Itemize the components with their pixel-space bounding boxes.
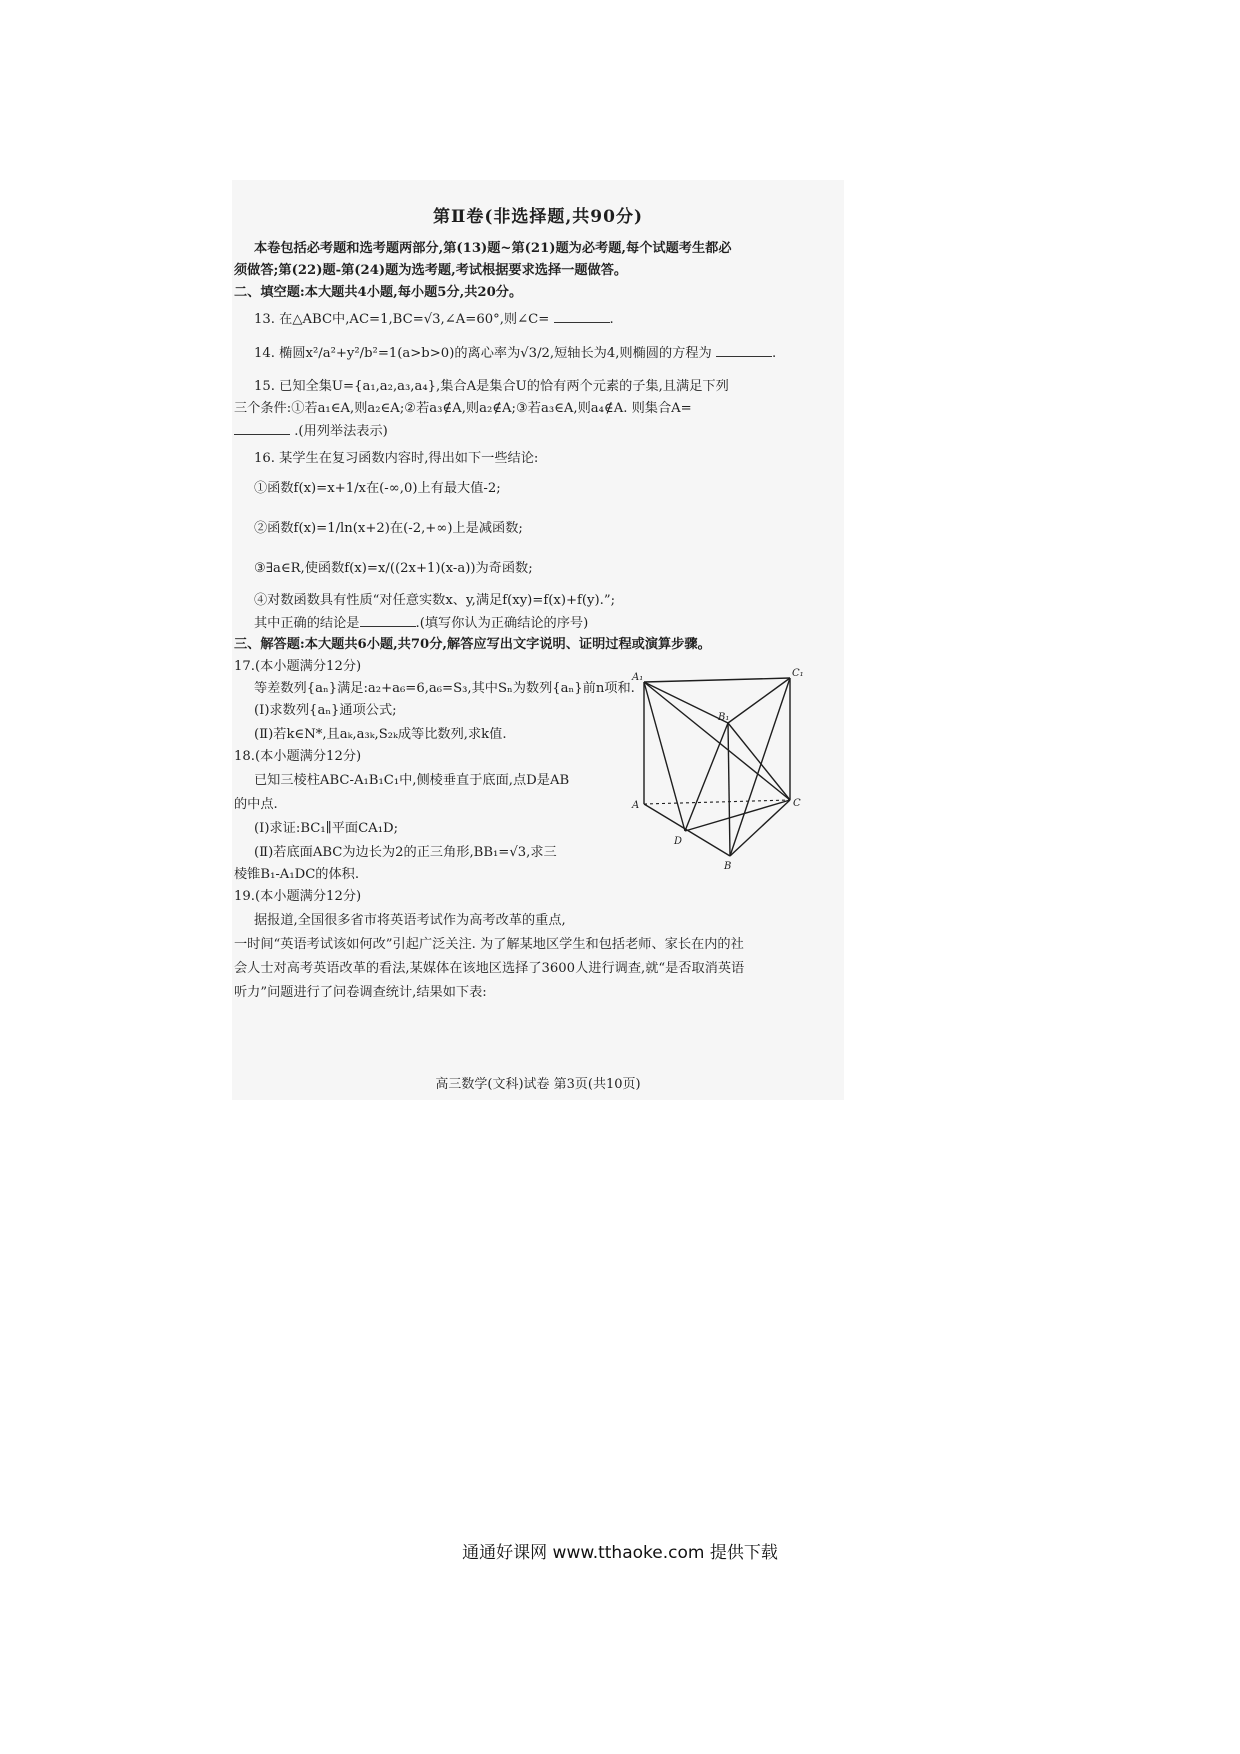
question-17-part-1: (Ⅰ)求数列{aₙ}通项公式; — [254, 703, 397, 718]
question-17-part-2: (Ⅱ)若k∈N*,且aₖ,a₃ₖ,S₂ₖ成等比数列,求k值. — [254, 727, 507, 742]
edge-A1B1 — [644, 682, 728, 723]
question-15-line-3 — [234, 422, 388, 441]
answer-blank — [234, 422, 290, 435]
part2-heading: 二、填空题:本大题共4小题,每小题5分,共20分。 — [234, 285, 523, 300]
question-18-head: 18.(本小题满分12分) — [234, 749, 362, 764]
part3-heading: 三、解答题:本大题共6小题,共70分,解答应写出文字说明、证明过程或演算步骤。 — [234, 637, 711, 652]
label-C: C — [793, 798, 801, 809]
question-15-line-2: 三个条件:①若a₁∈A,则a₂∈A;②若a₃∉A,则a₂∉A;③若a₃∈A,则a₄∉A. 则集合A= — [234, 401, 692, 416]
question-17-head: 17.(本小题满分12分) — [234, 659, 362, 674]
label-A1: A₁ — [632, 672, 644, 683]
edge-A1C1 — [644, 678, 790, 682]
question-19-body-3: 会人士对高考英语改革的看法,某媒体在该地区选择了3600人进行调查,就“是否取消英语 — [234, 961, 745, 976]
question-15-line-1: 15. 已知全集U={a₁,a₂,a₃,a₄},集合A是集合U的恰有两个元素的子集,且满足下列 — [254, 379, 729, 394]
question-16-item-4: ④对数函数具有性质“对任意实数x、y,满足f(xy)=f(x)+f(y).”; — [254, 593, 616, 608]
edge-AC-hidden — [644, 800, 790, 804]
question-19-head: 19.(本小题满分12分) — [234, 889, 362, 904]
question-19-body-4: 听力”问题进行了问卷调查统计,结果如下表: — [234, 985, 487, 1000]
question-16-tail-pre: 其中正确的结论是 — [254, 616, 360, 631]
segment-B1C — [728, 723, 790, 800]
label-B1: B₁ — [718, 712, 730, 723]
question-18-part-1: (Ⅰ)求证:BC₁∥平面CA₁D; — [254, 821, 399, 836]
watermark-footer: 通通好课网 www.tthaoke.com 提供下载 — [462, 1543, 778, 1563]
section-title: 第Ⅱ卷(非选择题,共90分) — [433, 207, 643, 227]
question-18-part-2b: 棱锥B₁-A₁DC的体积. — [234, 867, 360, 882]
question-18-body-2: 的中点. — [234, 797, 278, 812]
edge-BB1 — [728, 723, 730, 856]
segment-B1D — [685, 723, 728, 831]
question-16-tail-post: .(填写你认为正确结论的序号) — [415, 616, 589, 631]
question-18-part-2a: (Ⅱ)若底面ABC为边长为2的正三角形,BB₁=√3,求三 — [254, 845, 557, 860]
prism-figure — [630, 666, 806, 876]
question-19-body-1: 据报道,全国很多省市将英语考试作为高考改革的重点, — [254, 913, 566, 928]
edge-B1C1 — [728, 678, 790, 723]
intro-line-1: 本卷包括必考题和选考题两部分,第(13)题~第(21)题为必考题,每个试题考生都必 — [254, 241, 732, 256]
question-16-item-3: ③∃a∈R,使函数f(x)=x/((2x+1)(x-a))为奇函数; — [254, 561, 533, 576]
question-16-intro: 16. 某学生在复习函数内容时,得出如下一些结论: — [254, 451, 539, 466]
question-14: 14. 椭圆x²/a²+y²/b²=1(a>b>0)的离心率为√3/2,短轴长为4,则椭圆的方程为 . — [254, 346, 777, 361]
question-13-text: 13. 在△ABC中,AC=1,BC=√3,∠A=60°,则∠C= — [254, 312, 550, 327]
label-C1: C₁ — [792, 668, 804, 679]
page-footer: 高三数学(文科)试卷 第3页(共10页) — [435, 1077, 641, 1092]
question-14-text: 14. 椭圆x²/a²+y²/b²=1(a>b>0)的离心率为√3/2,短轴长为4,则椭圆的方程为 — [254, 346, 712, 361]
segment-A1D — [644, 682, 685, 831]
label-D: D — [674, 836, 683, 847]
question-16-item-2: ②函数f(x)=1/ln(x+2)在(-2,+∞)上是减函数; — [254, 521, 523, 536]
question-16-item-1: ①函数f(x)=x+1/x在(-∞,0)上有最大值-2; — [254, 481, 501, 496]
question-16-tail — [254, 614, 588, 633]
scanned-exam-page — [232, 180, 844, 1100]
question-15-line-3-text: .(用列举法表示) — [294, 424, 388, 439]
question-18-body-1: 已知三棱柱ABC-A₁B₁C₁中,侧棱垂直于底面,点D是AB — [254, 773, 570, 788]
label-B: B — [724, 861, 732, 872]
answer-blank — [360, 614, 416, 627]
question-13: 13. 在△ABC中,AC=1,BC=√3,∠A=60°,则∠C= . — [254, 312, 614, 327]
prism-diagram — [630, 666, 806, 876]
answer-blank — [716, 344, 772, 357]
question-19-body-2: 一时间“英语考试该如何改”引起广泛关注. 为了解某地区学生和包括老师、家长在内的社 — [234, 937, 744, 952]
label-A: A — [632, 800, 640, 811]
segment-BC1 — [730, 678, 790, 856]
answer-blank — [554, 310, 610, 323]
question-17-body: 等差数列{aₙ}满足:a₂+a₆=6,a₆=S₃,其中Sₙ为数列{aₙ}前n项和. — [254, 681, 635, 696]
intro-line-2: 须做答;第(22)题-第(24)题为选考题,考试根据要求选择一题做答。 — [234, 263, 628, 278]
